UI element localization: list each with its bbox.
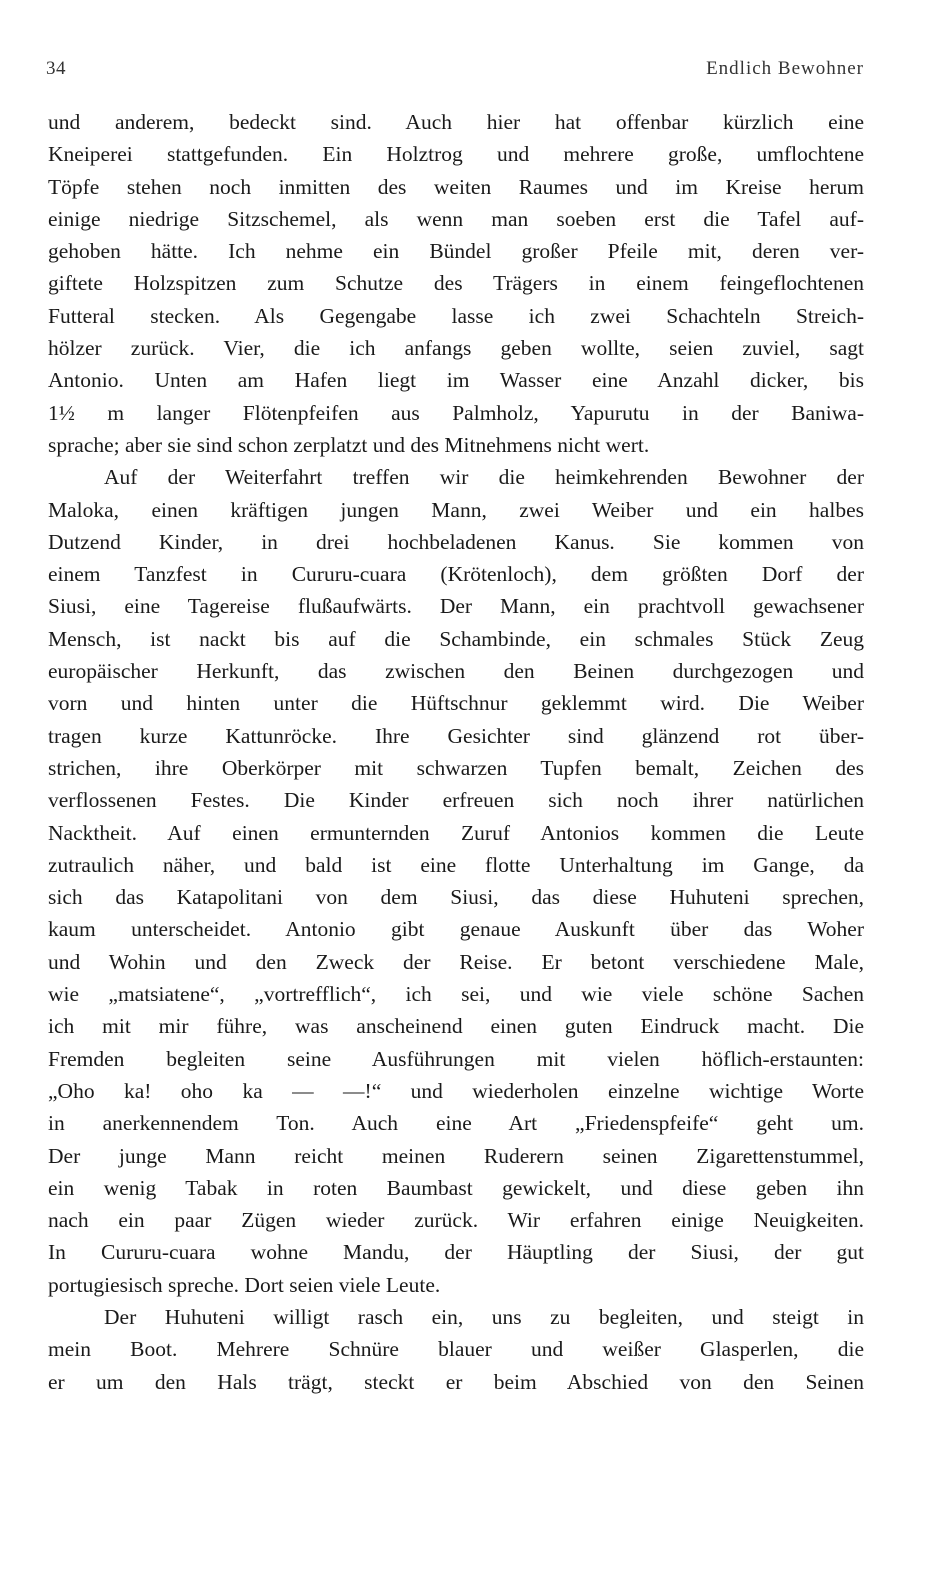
text-line: Futteral stecken. Als Gegengabe lasse ich zwei Schachteln Streich-: [48, 303, 864, 328]
text-line: einige niedrige Sitzschemel, als wenn man soeben erst die Tafel auf-: [48, 206, 864, 231]
text-line: ein wenig Tabak in roten Baumbast gewickelt, und diese geben ihn: [48, 1175, 864, 1200]
text-line: Fremden begleiten seine Ausführungen mit vielen höflich-erstaunten:: [48, 1046, 864, 1071]
text-line: In Cururu-cuara wohne Mandu, der Häuptling der Siusi, der gut: [48, 1240, 864, 1265]
text-line: europäischer Herkunft, das zwischen den Beinen durchgezogen und: [48, 659, 864, 684]
text-line: portugiesisch spreche. Dort seien viele Leute.: [48, 1272, 441, 1297]
paragraph-start-line: Auf der Weiterfahrt treffen wir die heimkehrenden Bewohner der: [104, 465, 864, 490]
text-line: Kneiperei stattgefunden. Ein Holztrog und mehrere große, umflochtene: [48, 142, 864, 167]
text-line: tragen kurze Kattunröcke. Ihre Gesichter sind glänzend rot über-: [48, 723, 864, 748]
text-line: „Oho ka! oho ka — —!“ und wiederholen einzelne wichtige Worte: [48, 1078, 864, 1103]
text-line: nach ein paar Zügen wieder zurück. Wir erfahren einige Neuigkeiten.: [48, 1208, 864, 1233]
text-line: strichen, ihre Oberkörper mit schwarzen Tupfen bemalt, Zeichen des: [48, 755, 864, 780]
text-line: sich das Katapolitani von dem Siusi, das diese Huhuteni sprechen,: [48, 885, 864, 910]
text-line: Nacktheit. Auf einen ermunternden Zuruf Antonios kommen die Leute: [48, 820, 864, 845]
text-line: hölzer zurück. Vier, die ich anfangs geben wollte, seien zuviel, sagt: [48, 336, 864, 361]
text-line: ich mit mir führe, was anscheinend einen guten Eindruck macht. Die: [48, 1014, 864, 1039]
text-line: er um den Hals trägt, steckt er beim Abschied von den Seinen: [48, 1369, 864, 1394]
text-line: Maloka, einen kräftigen jungen Mann, zwei Weiber und ein halbes: [48, 497, 864, 522]
text-line: mein Boot. Mehrere Schnüre blauer und weißer Glasperlen, die: [48, 1337, 864, 1362]
text-line: wie „matsiatene“, „vortrefflich“, ich sei, und wie viele schöne Sachen: [48, 982, 864, 1007]
text-line: verflossenen Festes. Die Kinder erfreuen sich noch ihrer natürlichen: [48, 788, 864, 813]
text-line: kaum unterscheidet. Antonio gibt genaue Auskunft über das Woher: [48, 917, 864, 942]
text-line: sprache; aber sie sind schon zerplatzt und des Mitnehmens nicht wert.: [48, 432, 650, 457]
text-line: vorn und hinten unter die Hüftschnur geklemmt wird. Die Weiber: [48, 691, 864, 716]
page-number: 34: [46, 58, 66, 79]
text-line: Der junge Mann reicht meinen Ruderern seinen Zigarettenstummel,: [48, 1143, 864, 1168]
text-line: Dutzend Kinder, in drei hochbeladenen Kanus. Sie kommen von: [48, 529, 864, 554]
text-line: einem Tanzfest in Cururu-cuara (Krötenloch), dem größten Dorf der: [48, 562, 864, 587]
text-line: Mensch, ist nackt bis auf die Schambinde, ein schmales Stück Zeug: [48, 626, 864, 651]
text-line: und Wohin und den Zweck der Reise. Er betont verschiedene Male,: [48, 949, 864, 974]
text-line: giftete Holzspitzen zum Schutze des Trägers in einem feingeflochtenen: [48, 271, 864, 296]
text-line: Antonio. Unten am Hafen liegt im Wasser eine Anzahl dicker, bis: [48, 368, 864, 393]
text-line: und anderem, bedeckt sind. Auch hier hat offenbar kürzlich eine: [48, 110, 864, 134]
text-line: gehoben hätte. Ich nehme ein Bündel großer Pfeile mit, deren ver-: [48, 239, 864, 264]
text-line: Siusi, eine Tagereise flußaufwärts. Der Mann, ein prachtvoll gewachsener: [48, 594, 864, 619]
body-text: [48, 106, 864, 1398]
paragraph-start-line: Der Huhuteni willigt rasch ein, uns zu begleiten, und steigt in: [104, 1304, 864, 1329]
text-line: Töpfe stehen noch inmitten des weiten Raumes und im Kreise herum: [48, 174, 864, 199]
text-line: zutraulich näher, und bald ist eine flotte Unterhaltung im Gange, da: [48, 852, 864, 877]
text-line: 1½ m langer Flötenpfeifen aus Palmholz, Yapurutu in der Baniwa-: [48, 400, 864, 425]
text-line: in anerkennendem Ton. Auch eine Art „Friedenspfeife“ geht um.: [48, 1111, 864, 1136]
running-title: Endlich Bewohner: [706, 58, 864, 79]
